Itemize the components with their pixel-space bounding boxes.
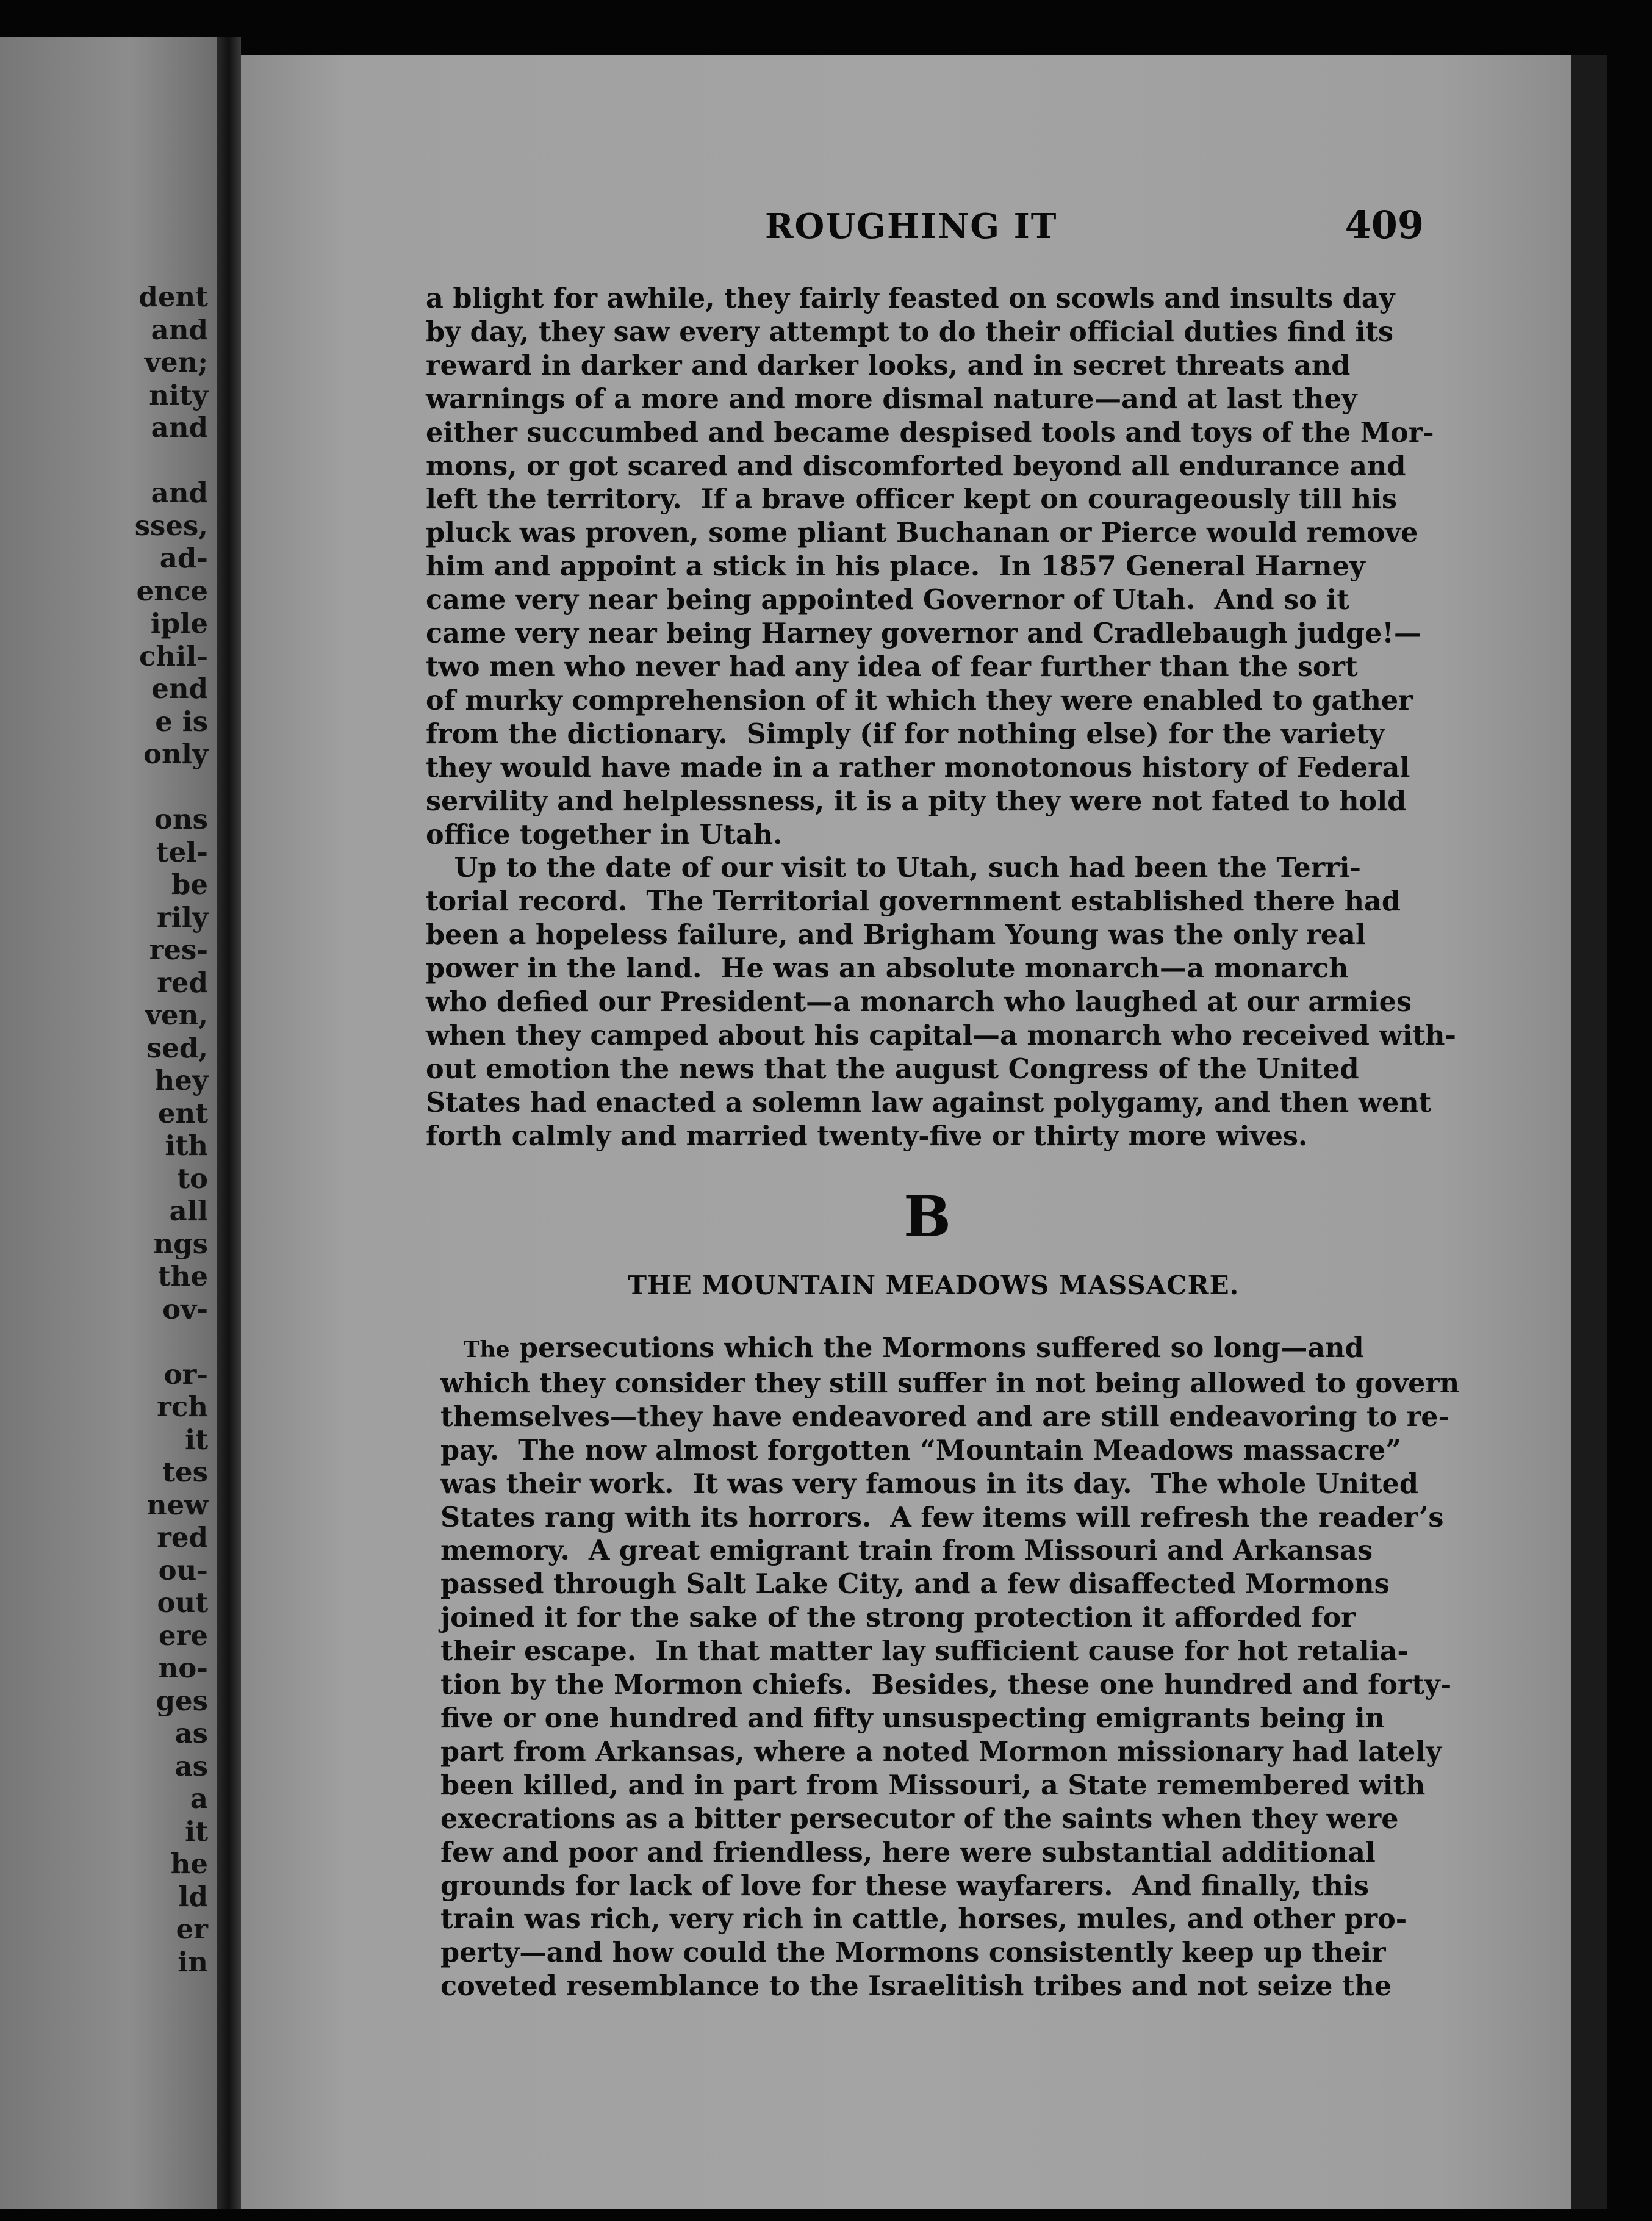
facing-page-fragment [0,37,217,2209]
paragraph-territorial-record: Up to the date of our visit to Utah, such had been the Terri- torial record. The Territorial government established there had been a hopeless failure, and Brigham Young was the only real power in the land. He was an absolute monarch—a monarch who defied our President—a monarch who laughed at our armies when they camped about his capital—a monarch who received with- out emotion the news that the august Congress of the United States had enacted a solemn law against polygamy, and then went forth calmly and married twenty-five or thirty more wives. [426,852,1456,1152]
paragraph-continued: a blight for awhile, they fairly feasted on scowls and insults day by day, they saw every attempt to do their official duties find its reward in darker and darker looks, and in secret threats and warnings of a more and more dismal nature—and at last they either succumbed and became despised tools and toys of the Mor- mons, or got scared and discomforted beyond all endurance and left the territory. If a brave officer kept on courageously till his pluck was proven, some pliant Buchanan or Pierce would remove him and appoint a stick in his place. In 1857 General Harney came very near being appointed Governor of Utah. And so it came very near being Harney governor and Cradlebaugh judge!— two men who never had any idea of fear further than the sort of murky comprehension of it which they were enabled to gather from the dictionary. Simply (if for nothing else) for the variety they would have made in a rather monotonous history of Federal servility and helplessness, it is a pity they were not fated to hold office together in Utah. [426,283,1434,851]
page-edge [1571,55,1607,2209]
running-title: ROUGHING IT [765,206,1058,247]
body-text-top [426,282,1456,1153]
paragraph-massacre: persecutions which the Mormons suffered so long—and which they consider they still suffer in not being allowed to govern themselves—they have endeavored and are still endeavoring to re- pay. The now almost forgotten “Mountain Meadows massacre” was their work. It was very famous in its day. The whole United States rang with its horrors. A few items will refresh the reader’s memory. A great emigrant train from Missouri and Arkansas passed through Salt Lake City, and a few disaffected Mormons joined it for the sake of the strong protection it afforded for their escape. In that matter lay sufficient cause for hot retalia- tion by the Mormon chiefs. Besides, these one hundred and forty- five or one hundred and fifty unsuspecting emigrants being in part from Arkansas, where a noted Mormon missionary had lately been killed, and in part from Missouri, a State remembered with execrations as a bitter persecutor of the saints when they were few and poor and friendless, here were substantial additional grounds for lack of love for these wayfarers. And finally, this train was rich, very rich in cattle, horses, mules, and other pro- perty—and how could the Mormons consistently keep up their coveted resemblance to the Israelitish tribes and not seize the [440,1332,1460,2003]
page-header [765,203,1424,255]
book-gutter [217,37,241,2209]
facing-page-text: dent and ven; nity and and sses, ad- ence iple chil- end e is only ons tel- be rily res- red ven, sed, hey ent ith to all ngs the ov- or- rch it tes new red ou- out ere no- ges as as a it he ld er in [134,281,208,1978]
page-number: 409 [1345,203,1424,247]
paragraph-lead-word: The [440,1337,510,1362]
section-letter: B [903,1184,951,1250]
body-text-massacre [440,1331,1460,2003]
section-title: THE MOUNTAIN MEADOWS MASSACRE. [627,1270,1240,1300]
